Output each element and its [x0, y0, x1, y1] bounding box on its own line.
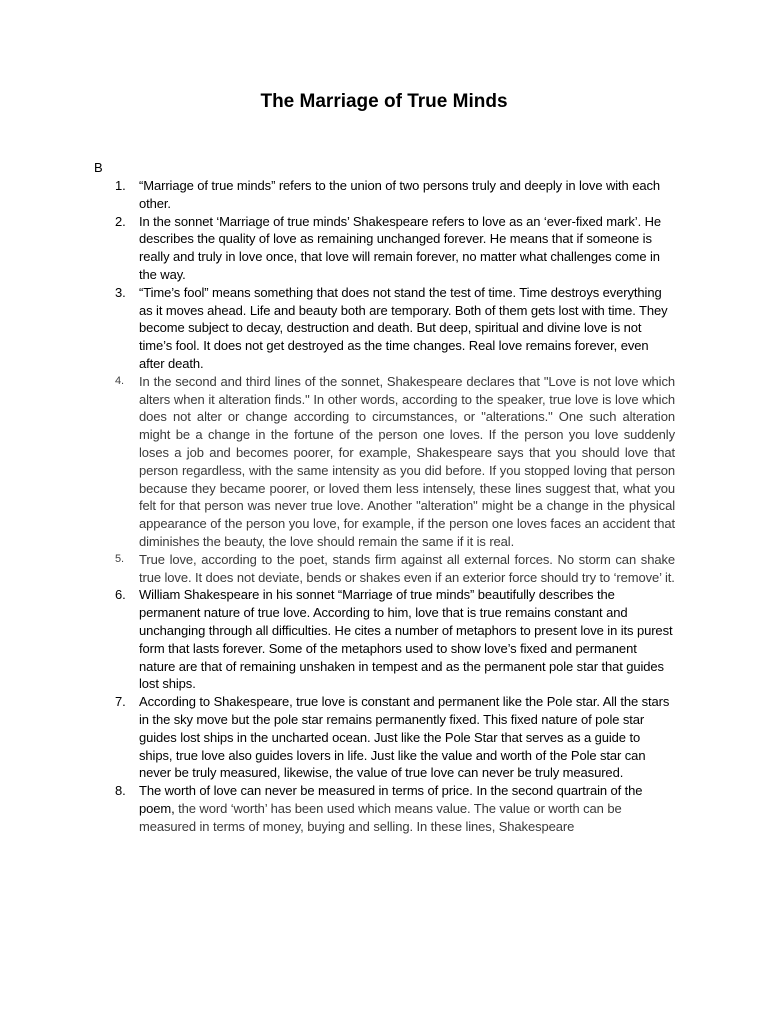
item-number: 6.	[115, 587, 126, 603]
list-item	[115, 586, 675, 693]
item-number: 1.	[115, 178, 126, 193]
item-text-mixed	[139, 782, 675, 835]
item-number: 3.	[115, 284, 126, 300]
item-text: True love, according to the poet, stands firm against all external forces. No storm can shake true love. It does not deviate, bends or shakes even if an exterior force should try to ‘remove’ it.	[139, 551, 675, 585]
item-number: 5.	[115, 552, 124, 565]
item-text: William Shakespeare in his sonnet “Marriage of true minds” beautifully describes the permanent nature of true love. According to him, love that is true remains constant and unchanging through all difficulties. He cites a number of metaphors to present love in its purest form that lasts forever. Some of the metaphors used to show love’s fixed and permanent nature are that of remaining unshaken in tempest and as the permanent pole star that guides lost ships.	[139, 587, 673, 692]
item-number: 8.	[115, 783, 126, 799]
list-item	[115, 693, 675, 782]
section-label: B	[94, 160, 103, 175]
item-text: According to Shakespeare, true love is constant and permanent like the Pole star. All the stars in the sky move but the pole star remains permanently fixed. This fixed nature of pole star guides lost ships in the uncharted ocean. Just like the Pole Star that serves as a guide to ships, true love also guides lovers in life. Just like the value and worth of the Pole star can never be truly measured, likewise, the value of true love can never be truly measured.	[139, 694, 670, 781]
item-text: “Marriage of true minds” refers to the union of two persons truly and deeply in love with each other.	[139, 178, 660, 211]
list-item	[115, 551, 675, 587]
item-number: 2.	[115, 213, 126, 229]
list-item	[115, 213, 675, 284]
item-text-continued: the word ‘worth’ has been used which means value. The value or worth can be measured in terms of money, buying and selling. In these lines, Shakespeare	[139, 800, 622, 834]
item-number: 4.	[115, 374, 124, 387]
item-text: In the second and third lines of the sonnet, Shakespeare declares that "Love is not love which alters when it alteration finds." In other words, according to the speaker, true love is love which does not alter or change according to circumstances, or "alterations." One such alteration might be a change in the fortune of the person one loves. If the person you love suddenly loses a job and becomes poorer, for example, Shakespeare says that you should love that person regardless, with the same intensity as you did before. If you stopped loving that person because they became poorer, or loved them less intensely, these lines suggest that, what you felt for that person was never true love. Another "alteration" might be a change in the physical appearance of the person you love, for example, if the person one loves faces an accident that diminishes the beauty, the love should remain the same if it is real.	[139, 373, 675, 549]
list-item	[115, 284, 675, 373]
item-text: “Time’s fool” means something that does not stand the test of time. Time destroys everything as it moves ahead. Life and beauty both are temporary. Both of them gets lost with time. They become subject to decay, destruction and death. But deep, spiritual and divine love is not time’s fool. It does not get destroyed as the time changes. Real love remains forever, even after death.	[139, 284, 668, 371]
document-title: The Marriage of True Minds	[260, 91, 508, 112]
list-item	[115, 373, 675, 551]
item-text-lead: The worth of love can never be measured in terms of price. In the second quartrain of the poem,	[139, 783, 643, 816]
item-text: In the sonnet ‘Marriage of true minds’ Shakespeare refers to love as an ‘ever-fixed mark’. He describes the quality of love as remaining unchanged forever. He means that if someone is really and truly in love once, that love will remain forever, no matter what challenges come in the way.	[139, 213, 662, 282]
list-item	[115, 782, 675, 835]
list-item	[115, 177, 675, 213]
answer-list	[115, 177, 675, 835]
item-number: 7.	[115, 694, 126, 710]
